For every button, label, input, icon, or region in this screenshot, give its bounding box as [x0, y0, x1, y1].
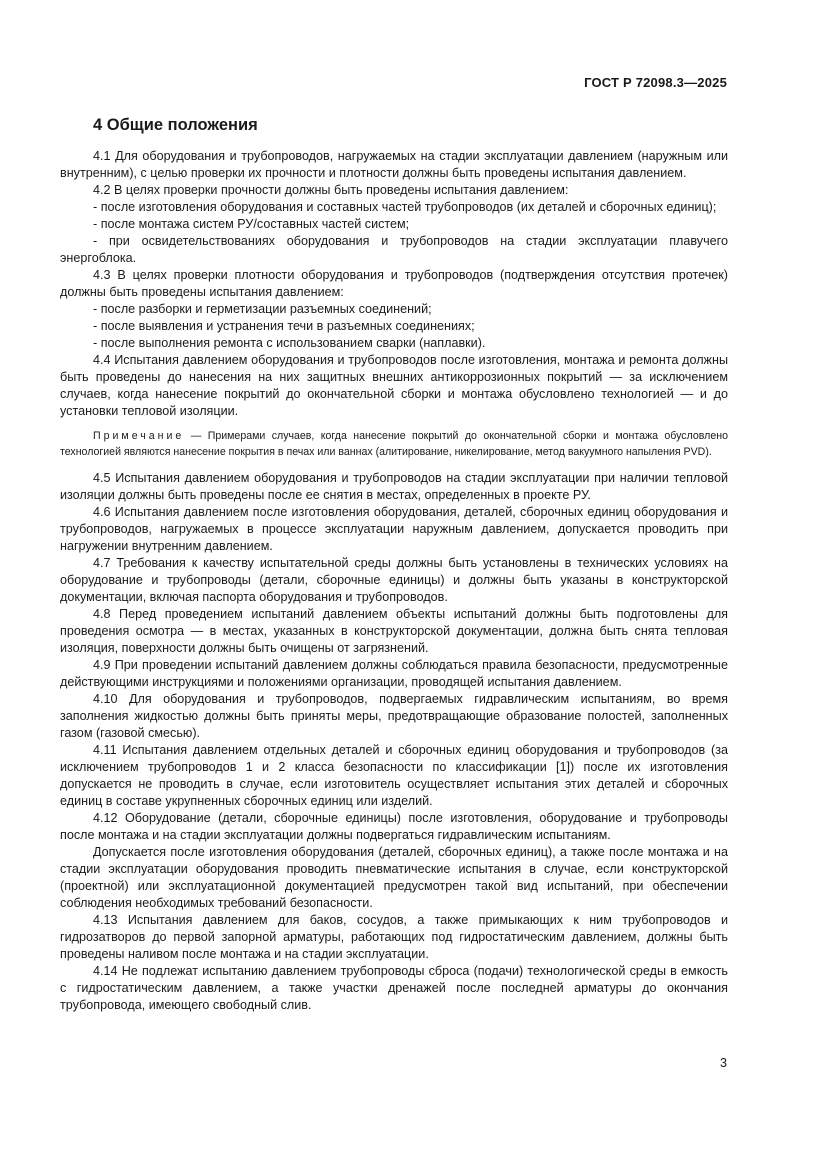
list-item: - после выявления и устранения течи в разъемных соединениях;: [93, 319, 475, 333]
paragraph-4-11: 4.11 Испытания давлением отдельных деталей и сборочных единиц оборудования и трубопроводов (за исключением трубопроводов 1 и 2 класса безопасности по классификации [1]) после их изготовления допускается не проводить в случае, если изготовитель осуществляет испытания этих деталей и сборочных единиц в составе укрупненных сборочных единиц или изделий.: [60, 743, 728, 808]
paragraph-4-13: 4.13 Испытания давлением для баков, сосудов, а также примыкающих к ним трубопроводов и гидрозатворов до первой запорной арматуры, работающих под гидростатическим давлением, должны быть проведены наливом после монтажа и на стадии эксплуатации.: [60, 913, 728, 961]
paragraph-4-5: 4.5 Испытания давлением оборудования и трубопроводов на стадии эксплуатации при наличии тепловой изоляции должны быть проведены после ее снятия в местах, определенных в проекте РУ.: [60, 471, 728, 502]
page-number: 3: [719, 1056, 727, 1070]
paragraph-4-12: 4.12 Оборудование (детали, сборочные единицы) после изготовления, оборудование и трубопроводы после монтажа и на стадии эксплуатации должны подвергаться гидравлическим испытаниям.: [60, 811, 728, 842]
document-code: ГОСТ Р 72098.3—2025: [584, 75, 727, 90]
paragraph-4-7: 4.7 Требования к качеству испытательной среды должны быть установлены в технических условиях на оборудование и трубопроводы (детали, сборочные единицы) и должны быть указаны в конструкторской документации, включая паспорта оборудования и трубопроводов.: [60, 556, 728, 604]
section-title: 4 Общие положения: [93, 116, 258, 134]
paragraph-4-14: 4.14 Не подлежат испытанию давлением трубопроводы сброса (подачи) технологической среды в емкость с гидростатическим давлением, а также участки дренажей после последней арматуры до окончания трубопровода, имеющего свободный слив.: [60, 964, 728, 1012]
paragraph-4-1: 4.1 Для оборудования и трубопроводов, нагружаемых на стадии эксплуатации давлением (наружным или внутренним), с целью проверки их прочности и плотности должны быть проведены испытания давлением.: [60, 149, 728, 180]
note-label: Примечание: [93, 430, 185, 442]
paragraph-4-3: 4.3 В целях проверки плотности оборудования и трубопроводов (подтверждения отсутствия протечек) должны быть проведены испытания давлением:: [60, 268, 728, 299]
list-item: - после разборки и герметизации разъемных соединений;: [93, 302, 432, 316]
list-item: - после монтажа систем РУ/составных частей систем;: [93, 217, 410, 231]
paragraph-4-9: 4.9 При проведении испытаний давлением должны соблюдаться правила безопасности, предусмотренные действующими инструкциями и положениями организации, проводящей испытания давлением.: [60, 658, 728, 689]
paragraph-4-4: 4.4 Испытания давлением оборудования и трубопроводов после изготовления, монтажа и ремонта должны быть проведены до нанесения на них защитных внешних антикоррозионных покрытий — за исключением случаев, когда нанесение покрытий до окончательной сборки и монтажа обусловлено технологией — и до установки тепловой изоляции.: [60, 353, 728, 418]
note-text: — Примерами случаев, когда нанесение покрытий до окончательной сборки и монтажа обусловлено технологией являются нанесение покрытия в печах или ваннах (алитирование, никелирование, метод вакуумного напыления PVD).: [60, 430, 728, 458]
paragraph-4-10: 4.10 Для оборудования и трубопроводов, подвергаемых гидравлическим испытаниям, во время заполнения жидкостью должны быть приняты меры, предотвращающие образование полостей, заполненных газом (газовой смесью).: [60, 692, 728, 740]
paragraph-4-2: 4.2 В целях проверки прочности должны быть проведены испытания давлением:: [93, 183, 569, 197]
list-item: - после изготовления оборудования и составных частей трубопроводов (их деталей и сборочных единиц);: [93, 200, 717, 214]
list-item: - при освидетельствованиях оборудования и трубопроводов на стадии эксплуатации плавучего энергоблока.: [60, 234, 728, 265]
document-body: [60, 148, 728, 1014]
paragraph-4-12-continued: Допускается после изготовления оборудования (деталей, сборочных единиц), а также после монтажа и на стадии эксплуатации оборудования проводить пневматические испытания в случае, если конструкторской (проектной) или эксплуатационной документацией предусмотрен такой вид испытаний, при обеспечении соблюдения необходимых требований безопасности.: [60, 845, 728, 910]
list-item: - после выполнения ремонта с использованием сварки (наплавки).: [93, 336, 486, 350]
paragraph-4-6: 4.6 Испытания давлением после изготовления оборудования, деталей, сборочных единиц оборудования и трубопроводов, нагружаемых в процессе эксплуатации наружным давлением, допускается проводить при нагружении внутренним давлением.: [60, 505, 728, 553]
paragraph-4-8: 4.8 Перед проведением испытаний давлением объекты испытаний должны быть подготовлены для проведения осмотра — в местах, указанных в конструкторской документации, должна быть снята тепловая изоляция, поверхности должны быть очищены от загрязнений.: [60, 607, 728, 655]
note: [60, 428, 728, 460]
